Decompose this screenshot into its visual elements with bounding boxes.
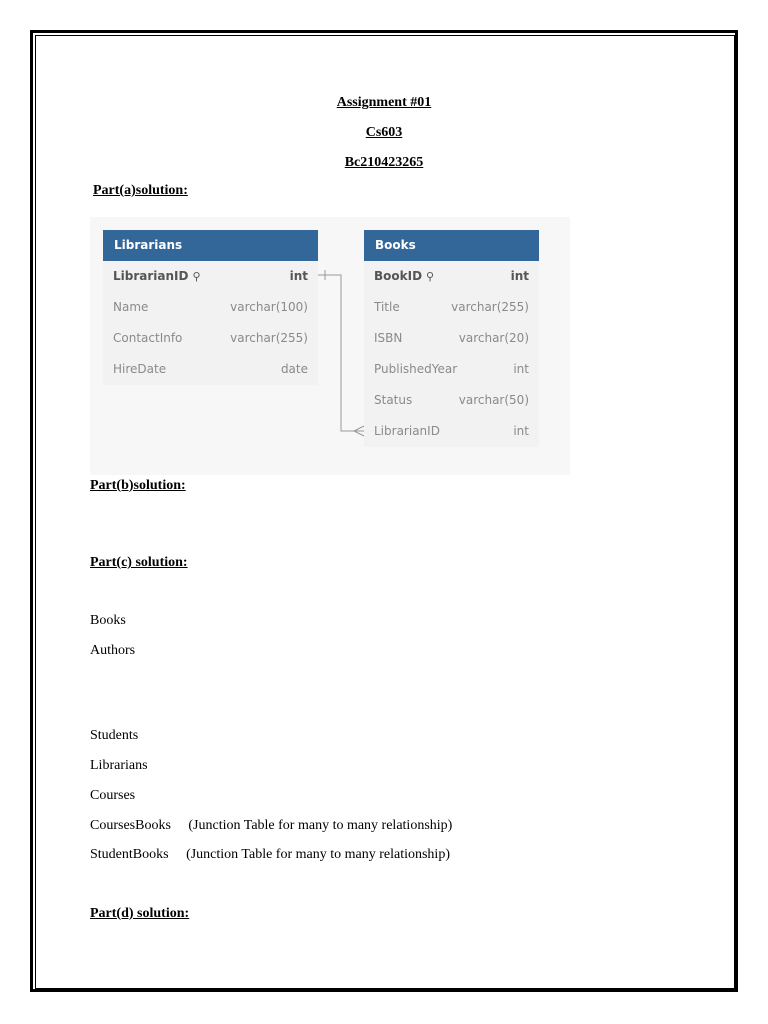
field-type: varchar(50) [458,393,529,407]
table-row [364,323,539,354]
field-type: varchar(20) [458,331,529,345]
field-type: varchar(255) [230,331,308,345]
table-row [103,261,318,292]
list-item: Students [90,728,139,743]
table-row [103,292,318,323]
table-row [364,261,539,292]
field-type: varchar(255) [451,300,529,314]
field-type: int [510,269,529,283]
field-name: Status [374,393,413,407]
key-icon: ⚲ [192,270,201,283]
field-type: int [513,424,529,438]
librarians-table-header: Librarians [103,230,318,261]
er-diagram [90,217,570,475]
course-code: Cs603 [365,125,403,140]
field-type: date [280,362,308,376]
field-name: Title [374,300,400,314]
part-d-heading: Part(d) solution: [90,906,190,921]
list-item: Courses [90,788,136,803]
field-name: HireDate [113,362,167,376]
table-row [364,354,539,385]
field-type: int [513,362,529,376]
librarians-table[interactable] [103,230,318,385]
student-id: Bc210423265 [344,155,424,170]
field-name: PublishedYear [374,362,458,376]
table-row [364,385,539,416]
field-name: BookID [374,269,423,283]
books-table[interactable] [364,230,539,447]
field-name: ContactInfo [113,331,183,345]
list-item: Librarians [90,758,148,773]
page-border-inner [35,35,735,989]
table-row [103,323,318,354]
field-name: ISBN [374,331,403,345]
field-type: int [289,269,308,283]
list-item: StudentBooks (Junction Table for many to many relationship) [90,847,450,862]
part-a-heading: Part(a)solution: [93,183,188,198]
field-type: varchar(100) [230,300,308,314]
field-name: Name [113,300,149,314]
field-name: LibrarianID [113,269,189,283]
table-row [103,354,318,385]
books-table-header: Books [364,230,539,261]
list-item: CoursesBooks (Junction Table for many to many relationship) [90,818,453,833]
part-b-heading: Part(b)solution: [90,478,186,493]
table-row [364,416,539,447]
list-item: Authors [90,643,136,658]
part-c-heading: Part(c) solution: [90,555,188,570]
field-name: LibrarianID [374,424,440,438]
assignment-title: Assignment #01 [336,95,432,110]
list-item: Books [90,613,126,628]
table-row [364,292,539,323]
key-icon: ⚲ [426,270,435,283]
